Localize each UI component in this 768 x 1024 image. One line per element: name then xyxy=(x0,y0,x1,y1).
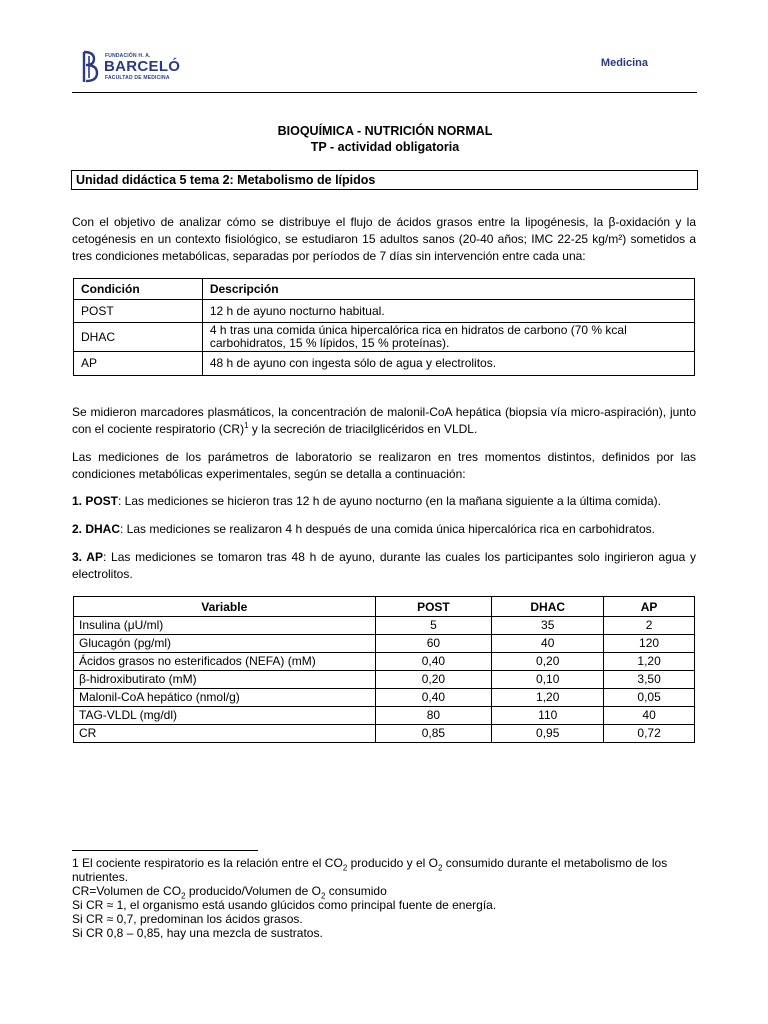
barcelo-logo xyxy=(80,50,190,84)
footnote-text: El cociente respiratorio es la relación entre el CO xyxy=(78,856,343,870)
footnote-sub: 2 xyxy=(320,891,326,901)
table-row xyxy=(74,300,695,323)
markers-text: Se midieron marcadores plasmáticos, la concentración de malonil-CoA hepática (biopsia vía micro-aspiración), junto con el cociente respiratorio (CR) xyxy=(72,405,696,436)
value-cell: 1,20 xyxy=(604,653,695,671)
logo-line3: FACULTAD DE MEDICINA xyxy=(105,75,170,81)
column-header: Condición xyxy=(74,279,203,300)
value-cell: 0,05 xyxy=(604,689,695,707)
column-header: DHAC xyxy=(492,597,604,617)
value-cell: 3,50 xyxy=(604,671,695,689)
item-text: : Las mediciones se hicieron tras 12 h de ayuno nocturno (en la mañana siguiente a la última comida). xyxy=(118,494,661,508)
section-label: Medicina xyxy=(600,57,648,69)
measurements-paragraph: Las mediciones de los parámetros de laboratorio se realizaron en tres momentos distintos, definidos por las condiciones metabólicas experimentales, según se detalla a continuación: xyxy=(72,450,696,481)
footnote-line: Si CR 0,8 – 0,85, hay una mezcla de sustratos. xyxy=(72,926,323,940)
value-cell: 80 xyxy=(375,707,492,725)
barcelo-emblem-icon xyxy=(80,50,102,84)
list-item xyxy=(72,549,696,583)
column-header: AP xyxy=(604,597,695,617)
variable-cell: Insulina (μU/ml) xyxy=(74,617,376,635)
unit-heading: Unidad didáctica 5 tema 2: Metabolismo de lípidos xyxy=(71,170,698,190)
column-header: Descripción xyxy=(202,279,694,300)
item-text: : Las mediciones se tomaron tras 48 h de ayuno, durante las cuales los participantes solo ingirieron agua y electrolitos. xyxy=(72,550,696,581)
value-cell: 5 xyxy=(375,617,492,635)
footnote-line: Si CR ≈ 1, el organismo está usando glúcidos como principal fuente de energía. xyxy=(72,898,497,912)
variable-cell: CR xyxy=(74,725,376,743)
list-item xyxy=(72,521,696,538)
results-table xyxy=(73,596,695,743)
intro-paragraph: Con el objetivo de analizar cómo se distribuye el flujo de ácidos grasos entre la lipogénesis, la β-oxidación y la cetogénesis en un contexto fisiológico, se estudiaron 15 adultos sanos (20-40 años; IMC 22-25 kg/m²) sometidos a tres condiciones metabólicas, separadas por períodos de 7 días sin intervención entre cada una: xyxy=(72,215,696,263)
variable-cell: TAG-VLDL (mg/dl) xyxy=(74,707,376,725)
markers-text-end: y la secreción de triacilglicéridos en VLDL. xyxy=(248,422,478,436)
column-header: Variable xyxy=(74,597,376,617)
value-cell: 35 xyxy=(492,617,604,635)
variable-cell: Ácidos grasos no esterificados (NEFA) (mM) xyxy=(74,653,376,671)
description-cell: 48 h de ayuno con ingesta sólo de agua y electrolitos. xyxy=(202,352,694,376)
value-cell: 0,20 xyxy=(492,653,604,671)
value-cell: 40 xyxy=(604,707,695,725)
conditions-table xyxy=(73,278,695,376)
table-row xyxy=(74,635,695,653)
description-cell: 12 h de ayuno nocturno habitual. xyxy=(202,300,694,323)
value-cell: 0,95 xyxy=(492,725,604,743)
table-header-row xyxy=(74,597,695,617)
variable-cell: Malonil-CoA hepático (nmol/g) xyxy=(74,689,376,707)
table-row xyxy=(74,671,695,689)
description-cell: 4 h tras una comida única hipercalórica rica en hidratos de carbono (70 % kcal carbohidratos, 15 % lípidos, 15 % proteínas). xyxy=(202,323,694,352)
value-cell: 0,10 xyxy=(492,671,604,689)
value-cell: 1,20 xyxy=(492,689,604,707)
table-row xyxy=(74,653,695,671)
logo-line2: BARCELÓ xyxy=(104,58,181,75)
value-cell: 0,72 xyxy=(604,725,695,743)
footnote-line xyxy=(72,856,698,884)
value-cell: 0,40 xyxy=(375,689,492,707)
footnote-line: Si CR ≈ 0,7, predominan los ácidos grasos. xyxy=(72,912,303,926)
value-cell: 120 xyxy=(604,635,695,653)
footnote-sub: 2 xyxy=(342,863,348,873)
value-cell: 60 xyxy=(375,635,492,653)
item-label: 1. POST xyxy=(72,494,119,508)
page-subtitle: TP - actividad obligatoria xyxy=(310,140,460,154)
table-row xyxy=(74,352,695,376)
item-text: : Las mediciones se realizaron 4 h después de una comida única hipercalórica rica en carbohidratos. xyxy=(120,522,655,536)
value-cell: 110 xyxy=(492,707,604,725)
footnote-divider xyxy=(72,850,258,851)
table-row xyxy=(74,617,695,635)
footnote-text: consumido durante el metabolismo de los nutrientes. xyxy=(72,856,668,884)
footnote-text: CR=Volumen de CO xyxy=(72,884,182,898)
footnote-line xyxy=(72,884,698,901)
variable-cell: β-hidroxibutirato (mM) xyxy=(74,671,376,689)
condition-cell: DHAC xyxy=(74,323,203,352)
table-row xyxy=(74,689,695,707)
value-cell: 0,85 xyxy=(375,725,492,743)
value-cell: 2 xyxy=(604,617,695,635)
condition-cell: POST xyxy=(74,300,203,323)
footnote-sub: 2 xyxy=(437,863,443,873)
column-header: POST xyxy=(375,597,492,617)
value-cell: 0,40 xyxy=(375,653,492,671)
markers-paragraph xyxy=(72,404,696,438)
page-title: BIOQUÍMICA - NUTRICIÓN NORMAL xyxy=(277,124,493,138)
table-row xyxy=(74,707,695,725)
table-header-row xyxy=(74,279,695,300)
footnote-text: producido/Volumen de O xyxy=(185,884,321,898)
table-row xyxy=(74,323,695,352)
footnote-text: consumido xyxy=(325,884,387,898)
footnote-ref: 1 xyxy=(244,421,249,430)
value-cell: 40 xyxy=(492,635,604,653)
footnote-marker: 1 xyxy=(72,856,79,870)
footnote-sub: 2 xyxy=(181,891,186,901)
list-item xyxy=(72,493,696,510)
item-label: 2. DHAC xyxy=(72,522,121,536)
header-divider xyxy=(72,92,697,93)
item-label: 3. AP xyxy=(72,550,103,564)
footnote xyxy=(72,856,698,940)
condition-cell: AP xyxy=(74,352,203,376)
variable-cell: Glucagón (pg/ml) xyxy=(74,635,376,653)
logo-line1: FUNDACIÓN H. A. xyxy=(105,53,151,59)
table-row xyxy=(74,725,695,743)
value-cell: 0,20 xyxy=(375,671,492,689)
footnote-text: producido y el O xyxy=(347,856,438,870)
